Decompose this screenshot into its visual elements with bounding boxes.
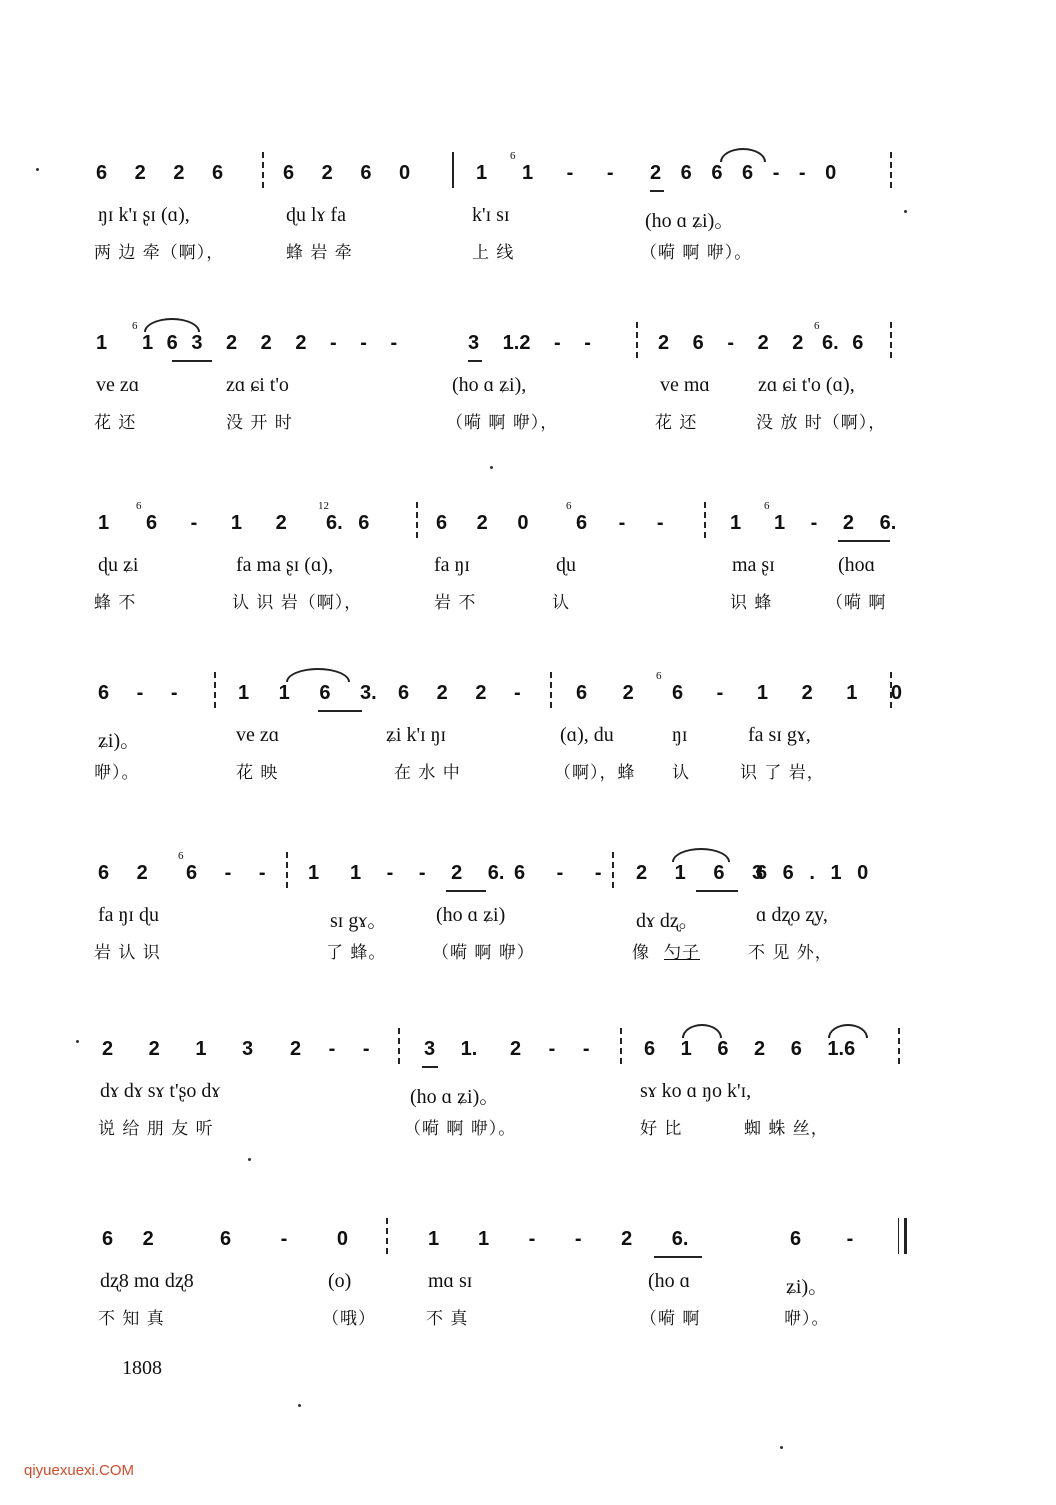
notes: 1 - 2 6. — [774, 512, 897, 534]
barline — [416, 502, 418, 538]
underline — [318, 710, 362, 712]
slur — [672, 848, 730, 862]
grace-note: 6 — [178, 850, 184, 862]
grace-note: 6 — [136, 500, 142, 512]
underline — [838, 540, 890, 542]
notes: 2 - - — [290, 1038, 370, 1060]
scan-speck — [76, 1040, 79, 1043]
notes: 6 - 1 2 — [146, 512, 287, 534]
phonetic-lyric: fa ma ʂɪ (ɑ), — [236, 554, 334, 576]
phonetic-lyric: (ho ɑ — [648, 1270, 691, 1292]
barline — [898, 1028, 900, 1064]
notes: 6 2 — [576, 682, 634, 704]
notes: 6 2 — [102, 1228, 154, 1250]
grace-note: 6 — [510, 150, 516, 162]
notes: 6 2 2 6 — [96, 162, 224, 184]
notes: 1 1 6 3. — [238, 682, 377, 704]
notes: 6 - 1 2 1 0 — [672, 682, 903, 704]
phonetic-lyric: fa sɪ gɤ, — [748, 724, 811, 746]
chinese-lyric: 不 知 真 — [98, 1309, 165, 1329]
chinese-lyric: 蜘 蛛 丝， — [744, 1119, 829, 1139]
notes: 6 2 6 0 — [283, 162, 411, 184]
phonetic-lyric: ɖu lɤ fa — [286, 204, 346, 226]
scan-speck — [904, 210, 907, 213]
underline — [446, 890, 486, 892]
barline — [214, 672, 216, 708]
chinese-lyric: 认 识 岩（啊）， — [232, 593, 363, 613]
phonetic-lyric: zɑ ɕi t'o — [226, 374, 289, 396]
chinese-lyric: （嗬 啊 咿）。 — [404, 1119, 517, 1139]
phonetic-lyric: ma ʂɪ — [732, 554, 775, 576]
grace-note: 6 — [656, 670, 662, 682]
notes: 1 — [428, 1228, 440, 1250]
scan-speck — [780, 1446, 783, 1449]
barline — [286, 852, 288, 888]
phonetic-lyric: zɑ ɕi t'o (ɑ), — [758, 374, 855, 396]
notes: 1 - - 2 6. — [478, 1228, 689, 1250]
phonetic-lyric: ɖu ʑi — [98, 554, 139, 576]
chinese-lyric: （嗬 啊 咿） — [432, 943, 535, 963]
phonetic-lyric: fa ŋɪ ɖu — [98, 904, 159, 926]
notes: 1 6 3 — [142, 332, 203, 354]
staff-system-6 — [0, 1024, 1056, 1174]
slur — [828, 1024, 868, 1038]
notes: 2 1 6 3 — [636, 862, 764, 884]
chinese-lyric: （啊），蜂 — [554, 763, 636, 783]
notes: 3 1.2 - - — [468, 332, 591, 354]
chinese-lyric: 蜂 不 — [94, 593, 137, 613]
phonetic-lyric: dɤ dɤ sɤ t'ʂo dɤ — [100, 1080, 221, 1102]
grace-note: 6 — [566, 500, 572, 512]
barline — [262, 152, 264, 188]
chinese-lyric: 上 线 — [472, 243, 515, 263]
notes: 6. 6 — [822, 332, 864, 354]
chinese-lyric: 认 — [672, 763, 690, 783]
notes: 1 — [730, 512, 742, 534]
notes: 1 — [98, 512, 110, 534]
notes: 3 1. — [424, 1038, 478, 1060]
chinese-lyric: 两 边 牵（啊）， — [94, 243, 225, 263]
phonetic-lyric: k'ɪ sɪ — [472, 204, 510, 226]
notes: 1 — [96, 332, 108, 354]
phonetic-lyric: ʑi)。 — [786, 1276, 829, 1298]
chinese-lyric: （嗬 啊 — [826, 593, 887, 613]
chinese-lyric: 识 蜂 — [730, 593, 773, 613]
phonetic-lyric: ve zɑ — [236, 724, 280, 746]
scan-speck — [248, 1158, 251, 1161]
chinese-lyric: 不 见 外， — [748, 943, 833, 963]
notes: 1 — [308, 862, 320, 884]
staff-system-4 — [0, 668, 1056, 818]
phonetic-lyric: (ho ɑ ʑi)。 — [645, 210, 735, 232]
chinese-lyric: 岩 不 — [434, 593, 477, 613]
chinese-lyric: （嗬 啊 咿）。 — [640, 243, 753, 263]
chinese-lyric: 好 比 — [640, 1119, 683, 1139]
grace-note: 12 — [318, 500, 329, 512]
chinese-lyric: 咿）。 — [94, 763, 140, 783]
chinese-lyric: 不 真 — [426, 1309, 469, 1329]
phonetic-lyric: (o) — [328, 1270, 352, 1292]
chinese-lyric: 岩 认 识 — [94, 943, 161, 963]
underline — [468, 360, 482, 362]
phonetic-lyric: ve zɑ — [96, 374, 140, 396]
notes: 6 2 2 - — [398, 682, 521, 704]
chinese-lyric: 花 还 — [655, 413, 698, 433]
slur — [286, 668, 350, 682]
grace-note: 6 — [764, 500, 770, 512]
barline — [890, 152, 892, 188]
staff-system-7 — [0, 1214, 1056, 1364]
chinese-lyric: 勺子 — [664, 943, 700, 963]
chinese-lyric: 说 给 朋 友 听 — [98, 1119, 214, 1139]
underline — [650, 190, 664, 192]
notes: 1 - - 2 6. — [350, 862, 505, 884]
staff-system-5 — [0, 848, 1056, 998]
notes: 6 2 0 — [436, 512, 529, 534]
chinese-lyric: 认 — [552, 593, 570, 613]
phonetic-lyric: (hoɑ — [838, 554, 876, 576]
chinese-lyric: 花 映 — [236, 763, 279, 783]
phonetic-lyric: fa ŋɪ — [434, 554, 470, 576]
chinese-lyric: 花 还 — [94, 413, 137, 433]
phonetic-lyric: (ho ɑ ʑi) — [436, 904, 506, 926]
phonetic-lyric: mɑ sɪ — [428, 1270, 473, 1292]
chinese-lyric: （嗬 啊 — [640, 1309, 701, 1329]
notes: 6 - - — [576, 512, 664, 534]
chinese-lyric: 没 开 时 — [226, 413, 293, 433]
barline — [890, 322, 892, 358]
grace-note: 6 — [814, 320, 820, 332]
underline — [654, 1256, 702, 1258]
scan-speck — [490, 466, 493, 469]
phonetic-lyric: dɤ dʐ。 — [636, 910, 699, 932]
notes: 1 — [476, 162, 488, 184]
notes: 6 - - — [514, 862, 602, 884]
notes: 6 - — [790, 1228, 854, 1250]
scan-speck — [298, 1404, 301, 1407]
barline — [452, 152, 454, 188]
notes: 6 1 6 2 6 1.6 — [644, 1038, 856, 1060]
barline — [398, 1028, 400, 1064]
phonetic-lyric: dʐ8 mɑ dʐ8 — [100, 1270, 194, 1292]
staff-system-1 — [0, 148, 1056, 298]
phonetic-lyric: ŋɪ k'ɪ ʂɪ (ɑ), — [98, 204, 190, 226]
barline — [890, 672, 892, 708]
phonetic-lyric: ve mɑ — [660, 374, 710, 396]
phonetic-lyric: ʑi)。 — [98, 730, 141, 752]
barline — [550, 672, 552, 708]
chinese-lyric: 识 了 岩， — [740, 763, 825, 783]
chinese-lyric: 蜂 岩 牵 — [286, 243, 353, 263]
chinese-lyric: 像 — [632, 943, 650, 963]
staff-system-3 — [0, 498, 1056, 648]
slur — [144, 318, 200, 332]
notes: 6 6 . 1 0 — [756, 862, 869, 884]
barline — [612, 852, 614, 888]
notes: 6 - - — [186, 862, 266, 884]
phonetic-lyric: ɖu — [556, 554, 576, 576]
staff-system-2 — [0, 318, 1056, 468]
chinese-lyric: （哦） — [322, 1309, 376, 1329]
grace-note: 6 — [132, 320, 138, 332]
phonetic-lyric: sɤ ko ɑ ŋo k'ɪ, — [640, 1080, 752, 1102]
chinese-lyric: 咿）。 — [784, 1309, 830, 1329]
underline — [172, 360, 212, 362]
notes: 2 6 - 2 2 — [658, 332, 804, 354]
notes: 6 - - — [98, 682, 178, 704]
notes: 2 6 6 6 - - 0 — [650, 162, 837, 184]
barline — [704, 502, 706, 538]
chinese-lyric: 在 水 中 — [394, 763, 461, 783]
phonetic-lyric: ɑ dʐo ʐy, — [756, 904, 828, 926]
phonetic-lyric: (ho ɑ ʑi), — [452, 374, 527, 396]
notes: 2 2 1 3 — [102, 1038, 254, 1060]
page-number: 1808 — [122, 1357, 162, 1379]
chinese-lyric: 没 放 时（啊）， — [756, 413, 887, 433]
notes: 1 - - — [522, 162, 614, 184]
notes: 6 - 0 — [220, 1228, 349, 1250]
phonetic-lyric: (ɑ), du — [560, 724, 614, 746]
phonetic-lyric: ŋɪ — [672, 724, 688, 746]
barline — [386, 1218, 388, 1254]
underline — [696, 890, 738, 892]
slur — [682, 1024, 722, 1038]
site-watermark: qiyuexuexi.COM — [24, 1462, 135, 1479]
chinese-lyric: （嗬 啊 咿）， — [446, 413, 559, 433]
notes: 6 2 — [98, 862, 148, 884]
scan-speck — [36, 168, 39, 171]
underline — [422, 1066, 438, 1068]
phonetic-lyric: (ho ɑ ʑi)。 — [410, 1086, 500, 1108]
notes: 6. 6 — [326, 512, 370, 534]
notes: 2 - - — [510, 1038, 590, 1060]
slur — [720, 148, 766, 162]
notes: 2 2 2 - - - — [226, 332, 398, 354]
phonetic-lyric: ʑi k'ɪ ŋɪ — [386, 724, 447, 746]
final-barline — [904, 1218, 907, 1254]
barline — [636, 322, 638, 358]
chinese-lyric: 了 蜂。 — [326, 943, 387, 963]
phonetic-lyric: sɪ gɤ。 — [330, 910, 388, 932]
barline — [620, 1028, 622, 1064]
